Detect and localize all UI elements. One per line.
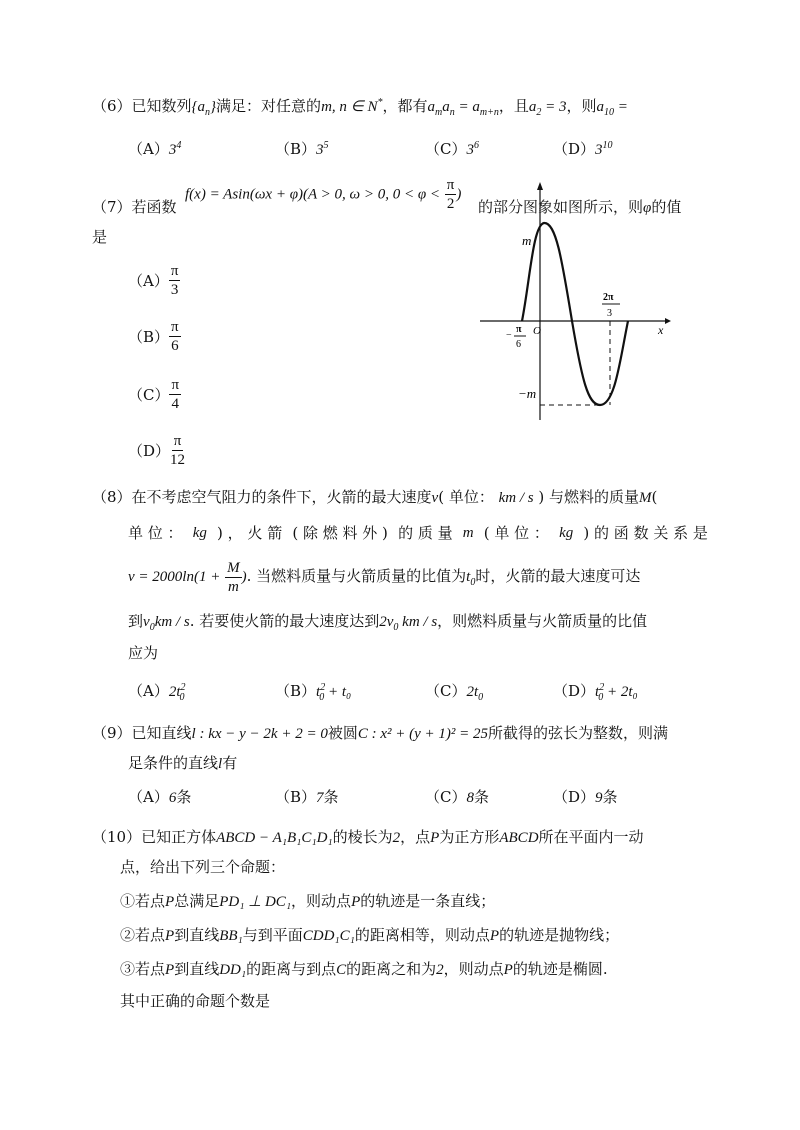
q9-option-d: （D）9条 [553,788,618,806]
q10-footer: 其中正确的命题个数是 [120,992,271,1010]
label-origin: O [533,325,541,337]
q6-stem [92,92,628,124]
q10-line-1: （10）已知正方体ABCD − A₁B₁C₁D₁的棱长为2，点P为正方形ABCD所在平面内一动 [92,828,644,846]
q6-option-c: $(C)3^6$ [425,140,479,158]
q8-option-c: $(C)2t_0$ [425,682,484,703]
q6-option-d: $(D)3^{10}$ [553,140,613,158]
q7-option-c: （C） $\frac{\pi}{4}$ [128,377,180,412]
q7-stem-right: 的部分图象如图所示，则φ的值 [478,198,682,216]
q6-stem-text-2: 满足：对任意的 [216,97,322,115]
sine-curve [522,223,628,405]
q6-stem-text-4: ，且 [498,97,529,115]
q9-option-b: （B）7条 [275,788,339,806]
q8-line-4: 到$v_0km$ / s. 若要使火箭的最大速度达到$2v_0$ km / s，则燃料质量与火箭质量的比值 [128,612,648,633]
q10-prop-1: ①若点P总满足PD₁ ⊥ DC₁，则动点P的轨迹是一条直线； [120,892,496,910]
q10-prop-2: ②若点P到直线BB₁与到平面CDD₁C₁的距离相等，则动点P的轨迹是抛物线； [120,926,620,944]
q8-option-a: $(A)2t^2_0$ [128,682,186,703]
q7-formula-frac: $\frac{\pi}{2}$ [446,177,455,212]
q6-cond-a2: $a_2 = 3$ [528,99,567,118]
q6-option-b: $(B)3^5$ [275,140,329,158]
label-pi: π [516,324,522,335]
label-3: 3 [607,308,612,319]
q7-graph [470,180,680,430]
q8-option-b: $(B)t^2_0 + t_0$ [275,682,352,703]
q9-option-a: （A）6条 [128,788,192,806]
q8-line-5: 应为 [128,644,159,662]
q9-option-c: （C）8条 [425,788,489,806]
q7-formula: f(x) = Asin(ωx + φ)(A > 0, ω > 0, 0 < φ < $\frac{\pi}{2}$ ) [185,177,462,212]
q8-formula-frac: $\frac{M}{m}$ [227,559,240,595]
q7-stem: （7）若函数 [92,198,177,216]
q6-cond-mn: m, n ∈ N* [321,97,383,115]
q10-prop-3: ③若点P到直线DD₁的距离与到点C的距离之和为2，则动点P的轨迹是椭圆. [120,960,608,978]
q7-option-a: （A） $\frac{\pi}{3}$ [128,263,179,298]
q8-line-1: （8）在不考虑空气阻力的条件下，火箭的最大速度v( 单位： km / s ) 与燃料的质量M( [92,488,658,506]
q9-line-1: （9）已知直线l : kx − y − 2k + 2 = 0被圆C : x² + (y + 1)² = 25所截得的弦长为整数，则满 [92,724,669,742]
q7-option-b: （B） $\frac{\pi}{6}$ [128,319,179,354]
q8-option-d: $(D)t^2_0 + 2t_0$ [553,682,638,703]
label-minus: − [506,330,512,341]
q9-line-2: 足条件的直线l有 [128,754,238,772]
q6-cond-product: $a_ma_n = a_{m+n}$ [427,99,499,118]
label-x: x [658,323,664,337]
q6-stem-text-5: ，则 [566,97,597,115]
label-neg-m: −m [518,386,537,401]
q6-stem-text: （6）已知数列 [92,97,192,115]
label-6: 6 [516,339,521,350]
label-2pi: 2π [603,292,614,303]
q7-option-d: （D） $\frac{\pi}{12}$ [128,433,186,468]
q8-line-2: 单 位 ： kg ) ， 火 箭 ( 除 燃 料 外 ) 的 质 量 m ( 单 位 ： kg ) 的 函 数 关 系 是 [128,524,708,542]
q10-line-2: 点，给出下列三个命题： [120,858,286,876]
x-axis-arrow [665,318,671,324]
q6-option-a: $(A)3^4$ [128,140,182,158]
label-m: m [522,233,532,248]
q7-stem-cont: 是 [92,228,108,246]
q6-sequence: $\{a_n\}$ [191,99,217,118]
q6-stem-text-3: ，都有 [382,97,428,115]
q6-target: $a_{10}$ = [596,99,628,118]
q8-line-3: v = 2000ln(1 + $\frac{M}{m}$ ). 当燃料质量与火箭质量的比值为$t_0$时，火箭的最大速度可达 [128,559,641,595]
y-axis-arrow [537,182,543,190]
